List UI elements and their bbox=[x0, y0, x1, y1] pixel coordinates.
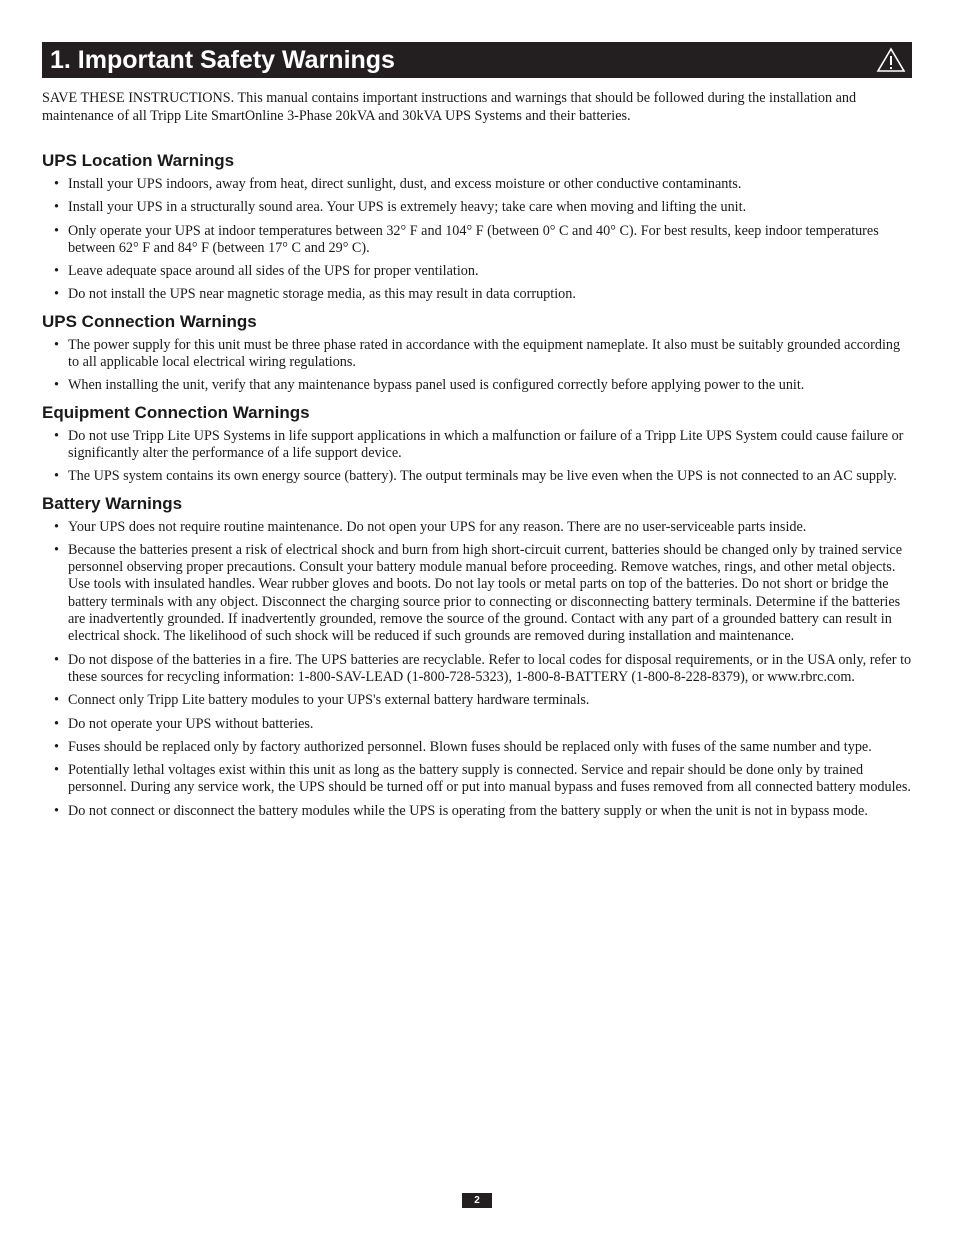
bullet-icon: • bbox=[54, 541, 59, 558]
list-item-text: Do not dispose of the batteries in a fire. The UPS batteries are recyclable. Refer to local codes for disposal requirements, or in the USA only, refer to these sources for recycling information: 1-800-SAV-LEAD (1-800-728-5323), 1-800-8-BATTERY (1-800-8-228-8379), or www.rbrc.com. bbox=[68, 651, 912, 685]
list-item-text: Do not connect or disconnect the battery modules while the UPS is operating from the battery supply or when the unit is not in bypass mode. bbox=[68, 802, 868, 819]
list-item-text: Fuses should be replaced only by factory authorized personnel. Blown fuses should be replaced only with fuses of the same number and type. bbox=[68, 738, 872, 755]
bullet-icon: • bbox=[54, 222, 59, 239]
bullet-icon: • bbox=[54, 518, 59, 535]
list-item-text: Do not use Tripp Lite UPS Systems in life support applications in which a malfunction or failure of a Tripp Lite UPS System could cause failure or significantly alter the performance of a life support device. bbox=[68, 427, 904, 461]
bullet-icon: • bbox=[54, 692, 59, 709]
bullet-icon: • bbox=[54, 336, 59, 353]
page-title: 1. Important Safety Warnings bbox=[50, 46, 395, 74]
document-body bbox=[42, 90, 914, 826]
bullet-icon: • bbox=[54, 377, 59, 394]
section-heading: Battery Warnings bbox=[42, 493, 183, 513]
list-item bbox=[42, 286, 914, 303]
list-item-text: Connect only Tripp Lite battery modules to your UPS's external battery hardware terminals. bbox=[68, 692, 590, 709]
list-item-text: Do not install the UPS near magnetic storage media, as this may result in data corruption. bbox=[68, 286, 576, 303]
section-heading: UPS Location Warnings bbox=[42, 151, 235, 170]
list-item bbox=[42, 762, 914, 797]
list-item-text: The UPS system contains its own energy source (battery). The output terminals may be live even when the UPS is not connected to an AC supply. bbox=[68, 468, 897, 485]
bullet-icon: • bbox=[54, 738, 59, 755]
bullet-icon: • bbox=[54, 468, 59, 485]
list-item bbox=[42, 428, 914, 463]
section-heading: Equipment Connection Warnings bbox=[42, 402, 310, 422]
bullet-icon: • bbox=[54, 715, 59, 732]
warning-list bbox=[42, 176, 914, 304]
bullet-icon: • bbox=[54, 762, 59, 779]
list-item bbox=[42, 377, 914, 394]
page-number: 2 bbox=[462, 1193, 492, 1208]
bullet-icon: • bbox=[54, 427, 59, 444]
list-item-text: Only operate your UPS at indoor temperatures between 32° F and 104° F (between 0° C and 40° C). For best results, keep indoor temperatures between 62° F and 84° F (between 17° C and 29° C). bbox=[68, 222, 879, 256]
list-item bbox=[42, 263, 914, 280]
warning-triangle-icon bbox=[876, 46, 906, 74]
list-item-text: Potentially lethal voltages exist within this unit as long as the battery supply is connected. Service and repair should be done only by trained personnel. During any service work, the UPS should be turned off or put into manual bypass and fuses removed from all connected battery modules. bbox=[68, 762, 911, 796]
intro-paragraph: SAVE THESE INSTRUCTIONS. This manual contains important instructions and warnings that should be followed during the installation and maintenance of all Tripp Lite SmartOnline 3-Phase 20kVA and 30kVA UPS Systems and their batteries. bbox=[42, 90, 857, 124]
list-item bbox=[42, 519, 914, 536]
list-item bbox=[42, 739, 914, 756]
list-item-text: Your UPS does not require routine maintenance. Do not open your UPS for any reason. There are no user-serviceable parts inside. bbox=[68, 518, 807, 535]
list-item bbox=[42, 199, 914, 216]
list-item-text: When installing the unit, verify that any maintenance bypass panel used is configured correctly before applying power to the unit. bbox=[68, 377, 805, 394]
list-item-text: Do not operate your UPS without batteries. bbox=[68, 715, 314, 732]
section-heading: UPS Connection Warnings bbox=[42, 311, 257, 331]
bullet-icon: • bbox=[54, 263, 59, 280]
list-item-text: Leave adequate space around all sides of the UPS for proper ventilation. bbox=[68, 263, 479, 280]
bullet-icon: • bbox=[54, 651, 59, 668]
bullet-icon: • bbox=[54, 199, 59, 216]
warning-list bbox=[42, 428, 914, 486]
bullet-icon: • bbox=[54, 176, 59, 192]
list-item bbox=[42, 542, 914, 646]
list-item-text: Install your UPS in a structurally sound area. Your UPS is extremely heavy; take care when moving and lifting the unit. bbox=[68, 199, 747, 216]
list-item-text: The power supply for this unit must be three phase rated in accordance with the equipment nameplate. It also must be suitably grounded according to all applicable local electrical wiring regulations. bbox=[68, 336, 901, 371]
list-item bbox=[42, 223, 914, 258]
list-item-text: Because the batteries present a risk of electrical shock and burn from high short-circuit current, batteries should be changed only by trained service personnel observing proper precautions. Consult your battery module manual before proceeding. Remove watches, rings, and other metal objects. Use tools with insulated handles. Wear rubber gloves and boots. Do not lay tools or metal parts on top of the batteries. Do not short or bridge the battery terminals with any object. Disconnect the charging source prior to connecting or disconnecting battery terminals. Determine if the batteries are inadvertently grounded. If inadvertently grounded, remove the source of the ground. Contact with any part of a grounded battery can result in electrical shock. The likelihood of such shock will be reduced if such grounds are removed during installation and maintenance. bbox=[68, 541, 903, 645]
list-item bbox=[42, 337, 914, 372]
list-item bbox=[42, 176, 914, 193]
title-bar bbox=[42, 42, 912, 78]
warning-list bbox=[42, 519, 914, 820]
warning-list bbox=[42, 337, 914, 395]
list-item bbox=[42, 716, 914, 733]
list-item bbox=[42, 652, 914, 687]
bullet-icon: • bbox=[54, 286, 59, 303]
bullet-icon: • bbox=[54, 802, 59, 819]
list-item-text: Install your UPS indoors, away from heat, direct sunlight, dust, and excess moisture or other conductive contaminants. bbox=[68, 176, 742, 192]
list-item bbox=[42, 692, 914, 709]
list-item bbox=[42, 803, 914, 820]
list-item bbox=[42, 468, 914, 485]
